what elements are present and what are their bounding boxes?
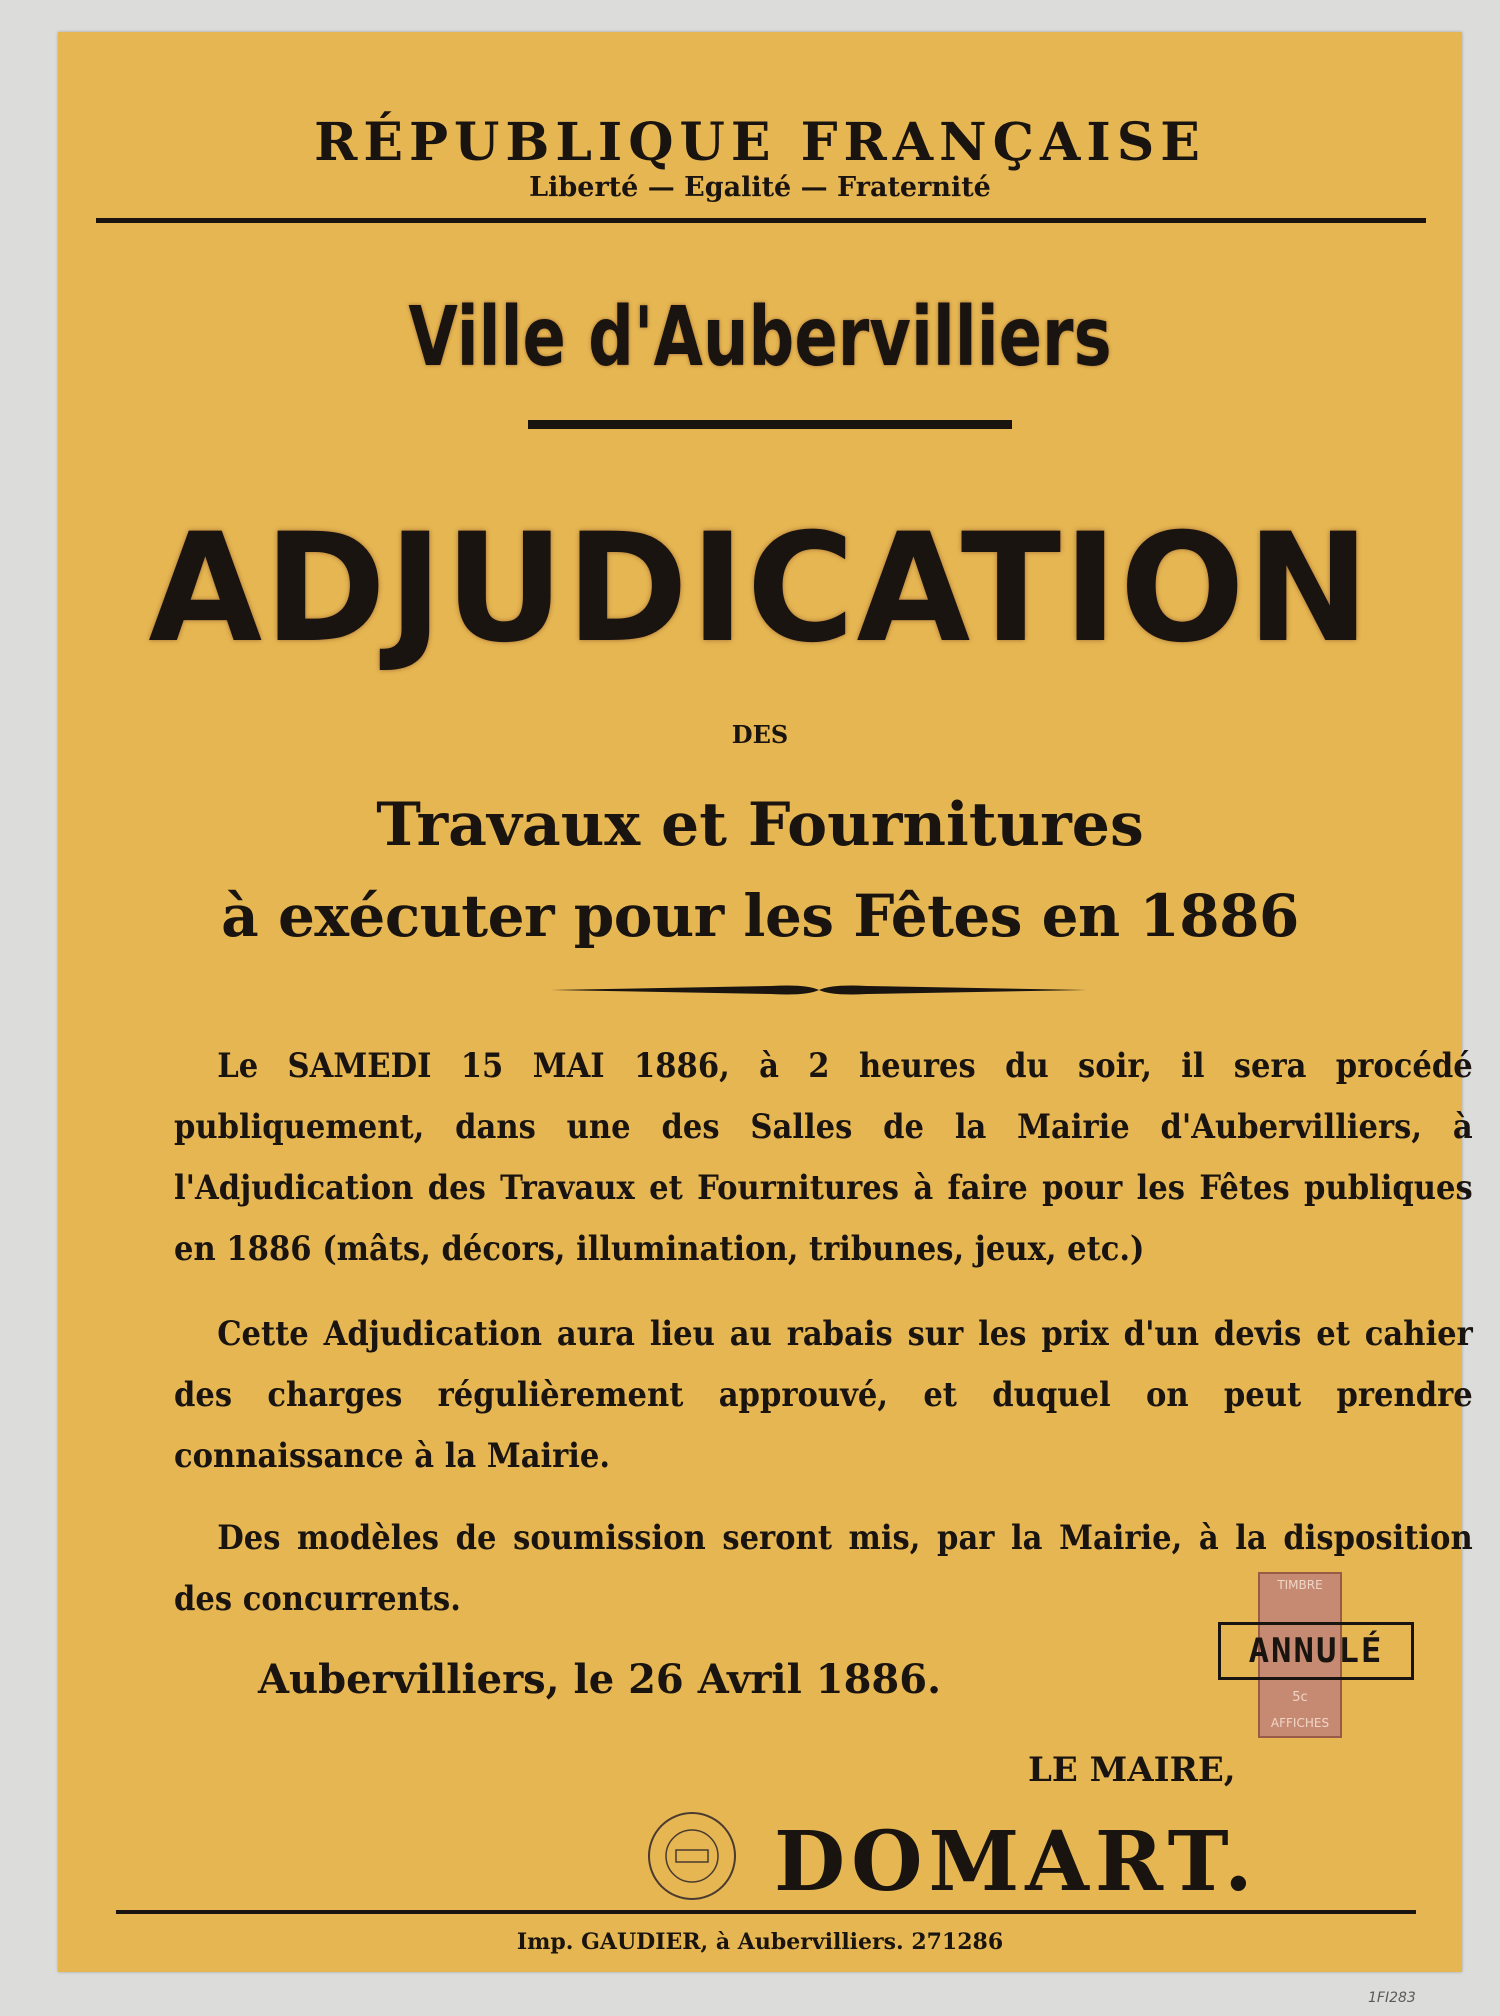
tax-stamp-bottom: AFFICHES (1270, 1716, 1330, 1730)
paragraph-2 (174, 1304, 1474, 1487)
ville-underline (528, 420, 1012, 429)
republique-heading: RÉPUBLIQUE FRANÇAISE (314, 112, 1206, 173)
archive-reference: 1FI283 (1368, 1990, 1416, 2006)
archives-seal-icon (646, 1810, 738, 1902)
paragraph-3-text: Des modèles de soumission seront mis, par la Mairie, à la disposition des concurrents. (174, 1518, 1473, 1619)
signature-title: LE MAIRE, (1028, 1750, 1236, 1790)
devise: Liberté — Egalité — Fraternité (529, 172, 991, 203)
poster (58, 32, 1473, 1972)
main-title: ADJUDICATION (148, 502, 1372, 676)
subtitle-line-1: Travaux et Fournitures (376, 790, 1144, 860)
subtitle-line-2: à exécuter pour les Fêtes en 1886 (221, 882, 1299, 950)
ville-heading: Ville d'Aubervilliers (408, 290, 1112, 385)
ornament-divider (551, 982, 1087, 998)
place-date: Aubervilliers, le 26 Avril 1886. (258, 1656, 941, 1703)
signature-name: DOMART. (774, 1814, 1259, 1910)
tax-stamp-top: TIMBRE (1277, 1578, 1323, 1592)
paragraph-1 (174, 1036, 1474, 1280)
paragraph-1-text: Le SAMEDI 15 MAI 1886, à 2 heures du soir, il sera procédé publiquement, dans une des Salles de la Mairie d'Aubervilliers, à l'Adjudication des Travaux et Fournitures à faire pour les Fêtes publiques en 1886 (mâts, décors, illumination, tribunes, jeux, etc.) (174, 1046, 1473, 1269)
bottom-rule (116, 1910, 1416, 1914)
tax-stamp-value: 5c (1292, 1690, 1308, 1705)
paragraph-2-text: Cette Adjudication aura lieu au rabais sur les prix d'un devis et cahier des charges régulièrement approuvé, et duquel on peut prendre connaissance à la Mairie. (174, 1314, 1473, 1476)
top-rule (96, 218, 1426, 223)
printer-line: Imp. GAUDIER, à Aubervilliers. 271286 (516, 1929, 1004, 1955)
annule-stamp: ANNULÉ (1218, 1622, 1414, 1680)
des-label: DES (731, 720, 789, 749)
